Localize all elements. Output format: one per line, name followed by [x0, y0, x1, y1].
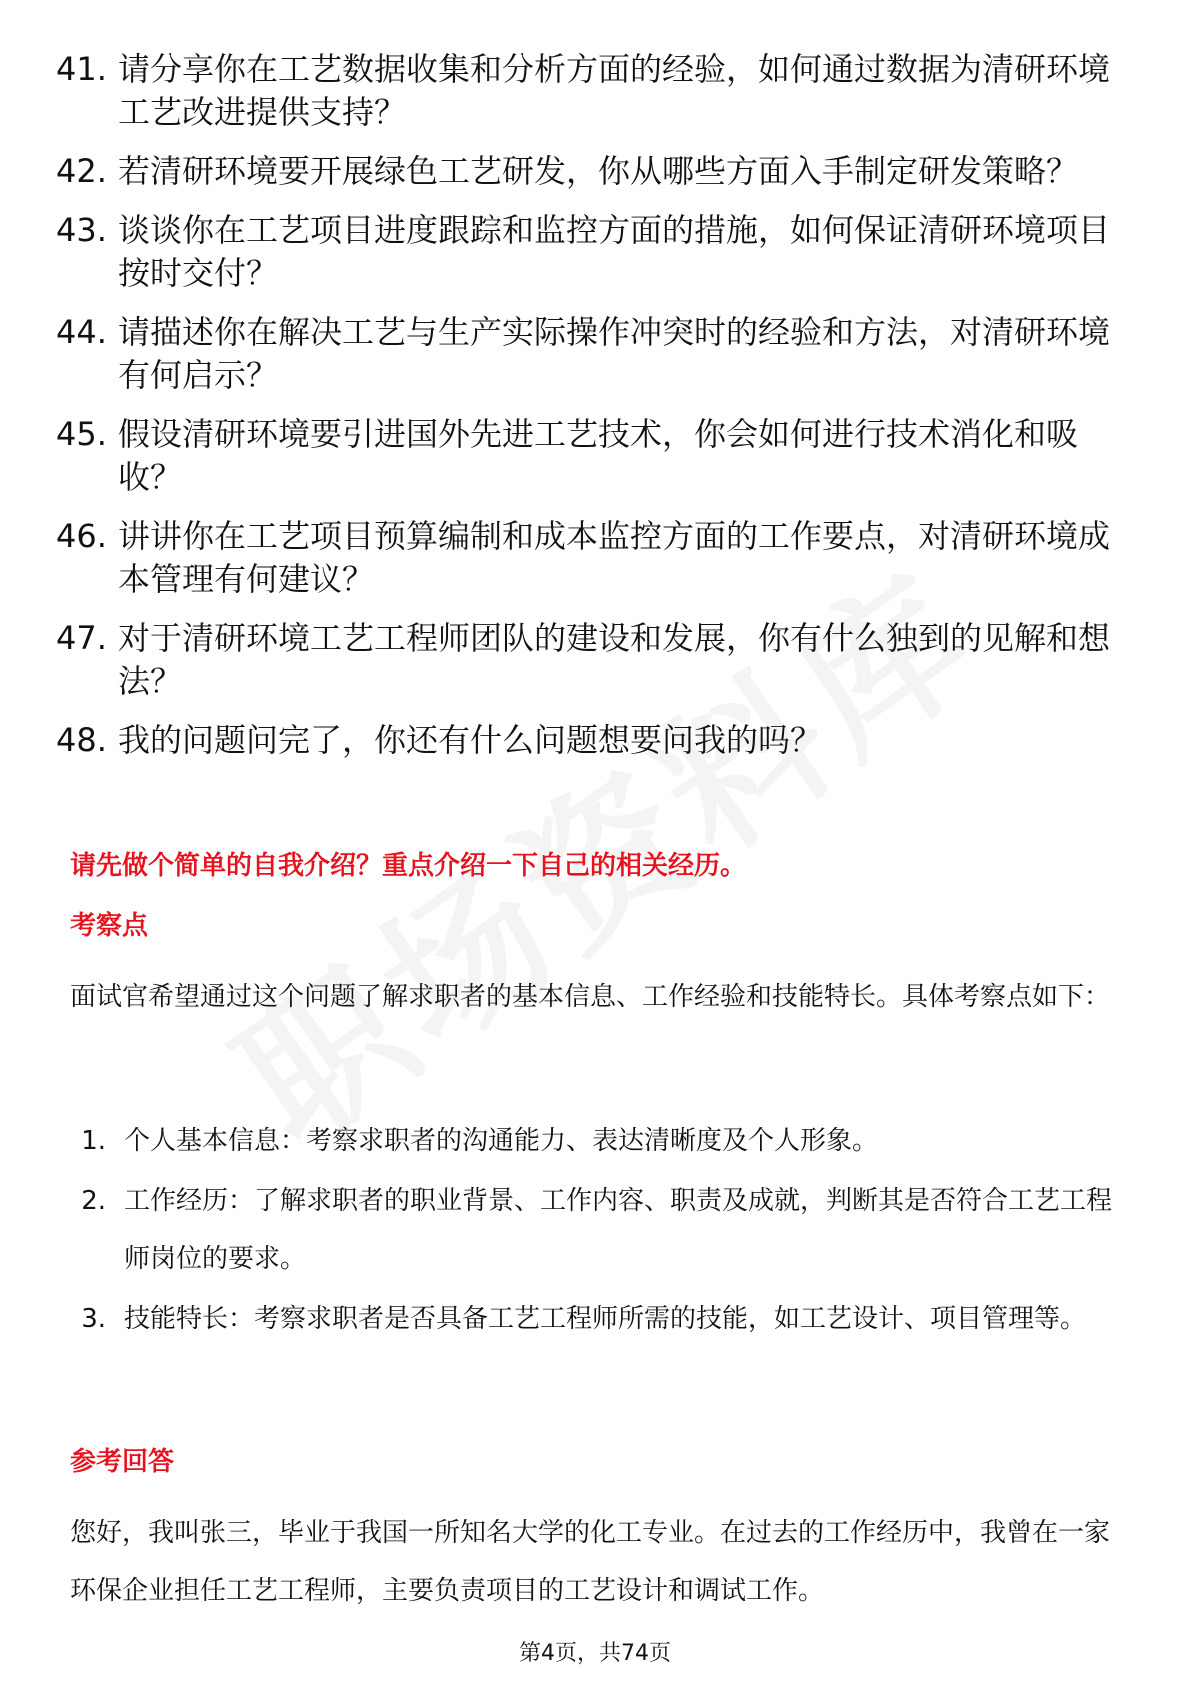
question-item: [56, 719, 1116, 762]
question-number: 42.: [56, 152, 107, 190]
reference-answer-paragraph: 您好，我叫张三，毕业于我国一所知名大学的化工专业。在过去的工作经历中，我曾在一家环保企业担任工艺工程师，主要负责项目的工艺设计和调试工作。: [70, 1518, 1111, 1606]
question-text: 讲讲你在工艺项目预算编制和成本监控方面的工作要点，对清研环境成本管理有何建议？: [118, 517, 1111, 598]
question-number: 48.: [56, 721, 107, 759]
list-number: 3.: [81, 1304, 106, 1334]
exam-points-list: [70, 1112, 1120, 1350]
list-text: 技能特长：考察求职者是否具备工艺工程师所需的技能，如工艺设计、项目管理等。: [124, 1304, 1087, 1334]
question-item: [56, 413, 1116, 499]
question-item: [56, 515, 1116, 601]
section-heading: 请先做个简单的自我介绍？重点介绍一下自己的相关经历。: [70, 851, 747, 881]
question-item: [56, 311, 1116, 397]
exam-points-label: 考察点: [70, 911, 149, 941]
question-item: [56, 617, 1116, 703]
question-text: 若清研环境要开展绿色工艺研发，你从哪些方面入手制定研发策略？: [118, 152, 1079, 190]
page-number: 第4页，共74页: [519, 1641, 671, 1666]
question-number: 45.: [56, 415, 107, 453]
question-number: 47.: [56, 619, 107, 657]
list-number: 1.: [81, 1126, 106, 1156]
question-text: 假设清研环境要引进国外先进工艺技术，你会如何进行技术消化和吸收？: [118, 415, 1079, 496]
list-text: 工作经历：了解求职者的职业背景、工作内容、职责及成就，判断其是否符合工艺工程师岗位的要求。: [124, 1186, 1113, 1274]
list-number: 2.: [81, 1186, 106, 1216]
question-number: 46.: [56, 517, 107, 555]
question-item: [56, 150, 1116, 193]
question-item: [56, 209, 1116, 295]
list-item: [70, 1112, 1120, 1170]
exam-intro-paragraph: 面试官希望通过这个问题了解求职者的基本信息、工作经验和技能特长。具体考察点如下：: [70, 982, 1111, 1012]
question-text: 对于清研环境工艺工程师团队的建设和发展，你有什么独到的见解和想法？: [118, 619, 1111, 700]
question-item: [56, 48, 1116, 134]
reference-answer-label: 参考回答: [70, 1447, 175, 1477]
question-text: 请分享你在工艺数据收集和分析方面的经验，如何通过数据为清研环境工艺改进提供支持？: [118, 50, 1111, 131]
question-number: 41.: [56, 50, 107, 88]
list-item: [70, 1172, 1120, 1288]
question-number: 43.: [56, 211, 107, 249]
question-text: 请描述你在解决工艺与生产实际操作冲突时的经验和方法，对清研环境有何启示？: [118, 313, 1111, 394]
question-text: 谈谈你在工艺项目进度跟踪和监控方面的措施，如何保证清研环境项目按时交付？: [118, 211, 1111, 292]
list-text: 个人基本信息：考察求职者的沟通能力、表达清晰度及个人形象。: [124, 1126, 879, 1156]
question-number: 44.: [56, 313, 107, 351]
list-item: [70, 1290, 1120, 1348]
question-list: [56, 48, 1116, 778]
question-text: 我的问题问完了，你还有什么问题想要问我的吗？: [118, 721, 823, 759]
